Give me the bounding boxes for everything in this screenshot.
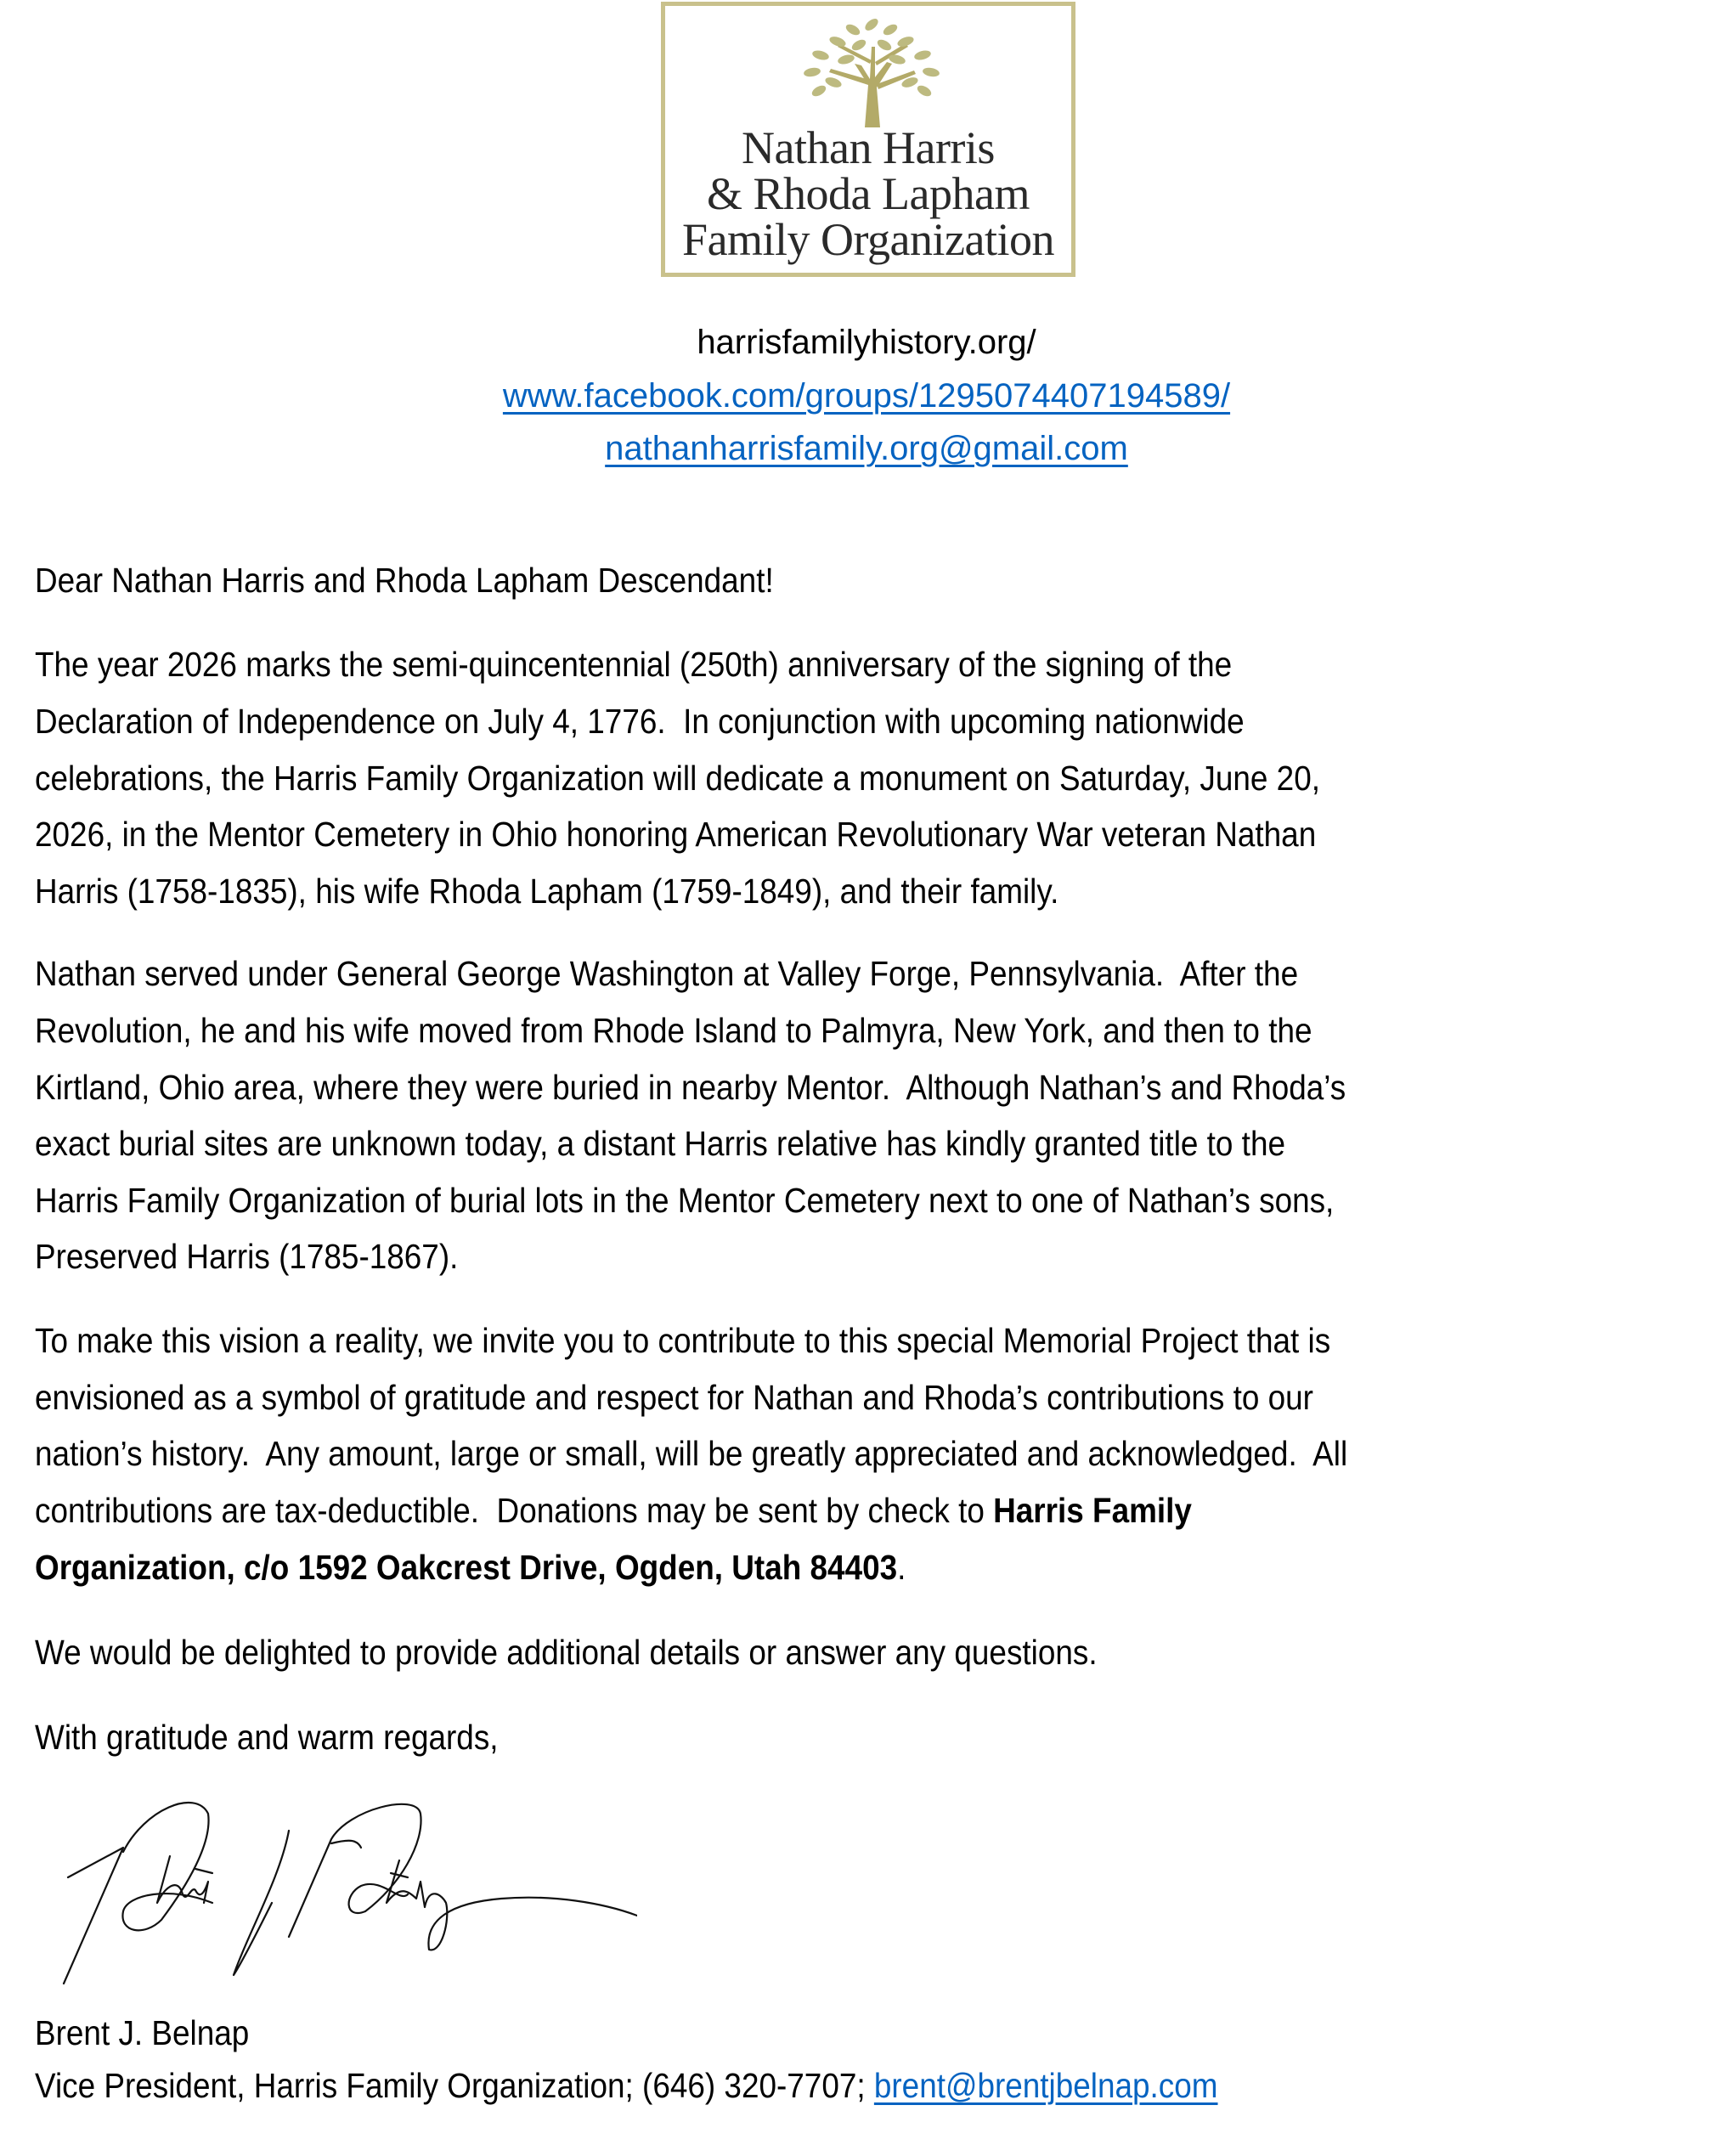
signer-contact-line: [35, 2064, 1218, 2107]
paragraph-line: nation’s history. Any amount, large or small, will be greatly appreciated and acknowledged. All: [35, 1434, 1348, 1473]
email-link[interactable]: nathanharrisfamily.org@gmail.com: [605, 430, 1128, 467]
paragraph-line: The year 2026 marks the semi-quincentennial (250th) anniversary of the signing of the: [35, 645, 1233, 684]
website-text: harrisfamilyhistory.org/: [697, 324, 1036, 361]
facebook-link[interactable]: www.facebook.com/groups/1295074407194589/: [502, 377, 1231, 415]
logo-line-3: Family Organization: [682, 214, 1054, 265]
paragraph-line: To make this vision a reality, we invite you to contribute to this special Memorial Project that is: [35, 1321, 1331, 1360]
paragraph-line: Nathan served under General George Washington at Valley Forge, Pennsylvania. After the: [35, 954, 1299, 993]
paragraph-line: [35, 1546, 906, 1589]
paragraph-line: celebrations, the Harris Family Organization will dedicate a monument on Saturday, June 20,: [35, 759, 1320, 798]
organization-logo: [661, 2, 1075, 277]
logo-line-2: & Rhoda Lapham: [707, 168, 1030, 219]
signer-email-link[interactable]: brent@brentjbelnap.com: [873, 2066, 1218, 2105]
closing: With gratitude and warm regards,: [35, 1718, 499, 1757]
paragraph-4: We would be delighted to provide additional details or answer any questions.: [35, 1633, 1098, 1672]
paragraph-line: Declaration of Independence on July 4, 1776. In conjunction with upcoming nationwide: [35, 702, 1245, 741]
tree-icon: [787, 13, 957, 127]
paragraph-line: Preserved Harris (1785-1867).: [35, 1237, 459, 1276]
paragraph-line: Kirtland, Ohio area, where they were buried in nearby Mentor. Although Nathan’s and Rhoda’s: [35, 1068, 1346, 1107]
paragraph-line: 2026, in the Mentor Cemetery in Ohio honoring American Revolutionary War veteran Nathan: [35, 815, 1317, 854]
paragraph-line: Harris (1758-1835), his wife Rhoda Lapham (1759-1849), and their family.: [35, 872, 1059, 911]
signature-image: [42, 1792, 637, 1988]
paragraph-line: [35, 1489, 1192, 1532]
logo-line-1: Nathan Harris: [742, 122, 995, 173]
paragraph-end: .: [897, 1548, 906, 1587]
salutation: Dear Nathan Harris and Rhoda Lapham Descendant!: [35, 561, 774, 600]
paragraph-line: exact burial sites are unknown today, a distant Harris relative has kindly granted title to the: [35, 1124, 1285, 1163]
mailing-address: Organization, c/o 1592 Oakcrest Drive, Ogden, Utah 84403: [35, 1548, 898, 1587]
signer-name: Brent J. Belnap: [35, 2013, 250, 2052]
signer-title: Vice President, Harris Family Organization; (646) 320-7707;: [35, 2066, 874, 2105]
paragraph-line: Revolution, he and his wife moved from Rhode Island to Palmyra, New York, and then to the: [35, 1011, 1312, 1050]
paragraph-line: envisioned as a symbol of gratitude and respect for Nathan and Rhoda’s contributions to our: [35, 1378, 1313, 1417]
mailing-address-name: Harris Family: [993, 1491, 1192, 1530]
paragraph-line: Harris Family Organization of burial lots in the Mentor Cemetery next to one of Nathan’s sons,: [35, 1181, 1335, 1220]
paragraph-text: contributions are tax-deductible. Donations may be sent by check to: [35, 1491, 994, 1530]
